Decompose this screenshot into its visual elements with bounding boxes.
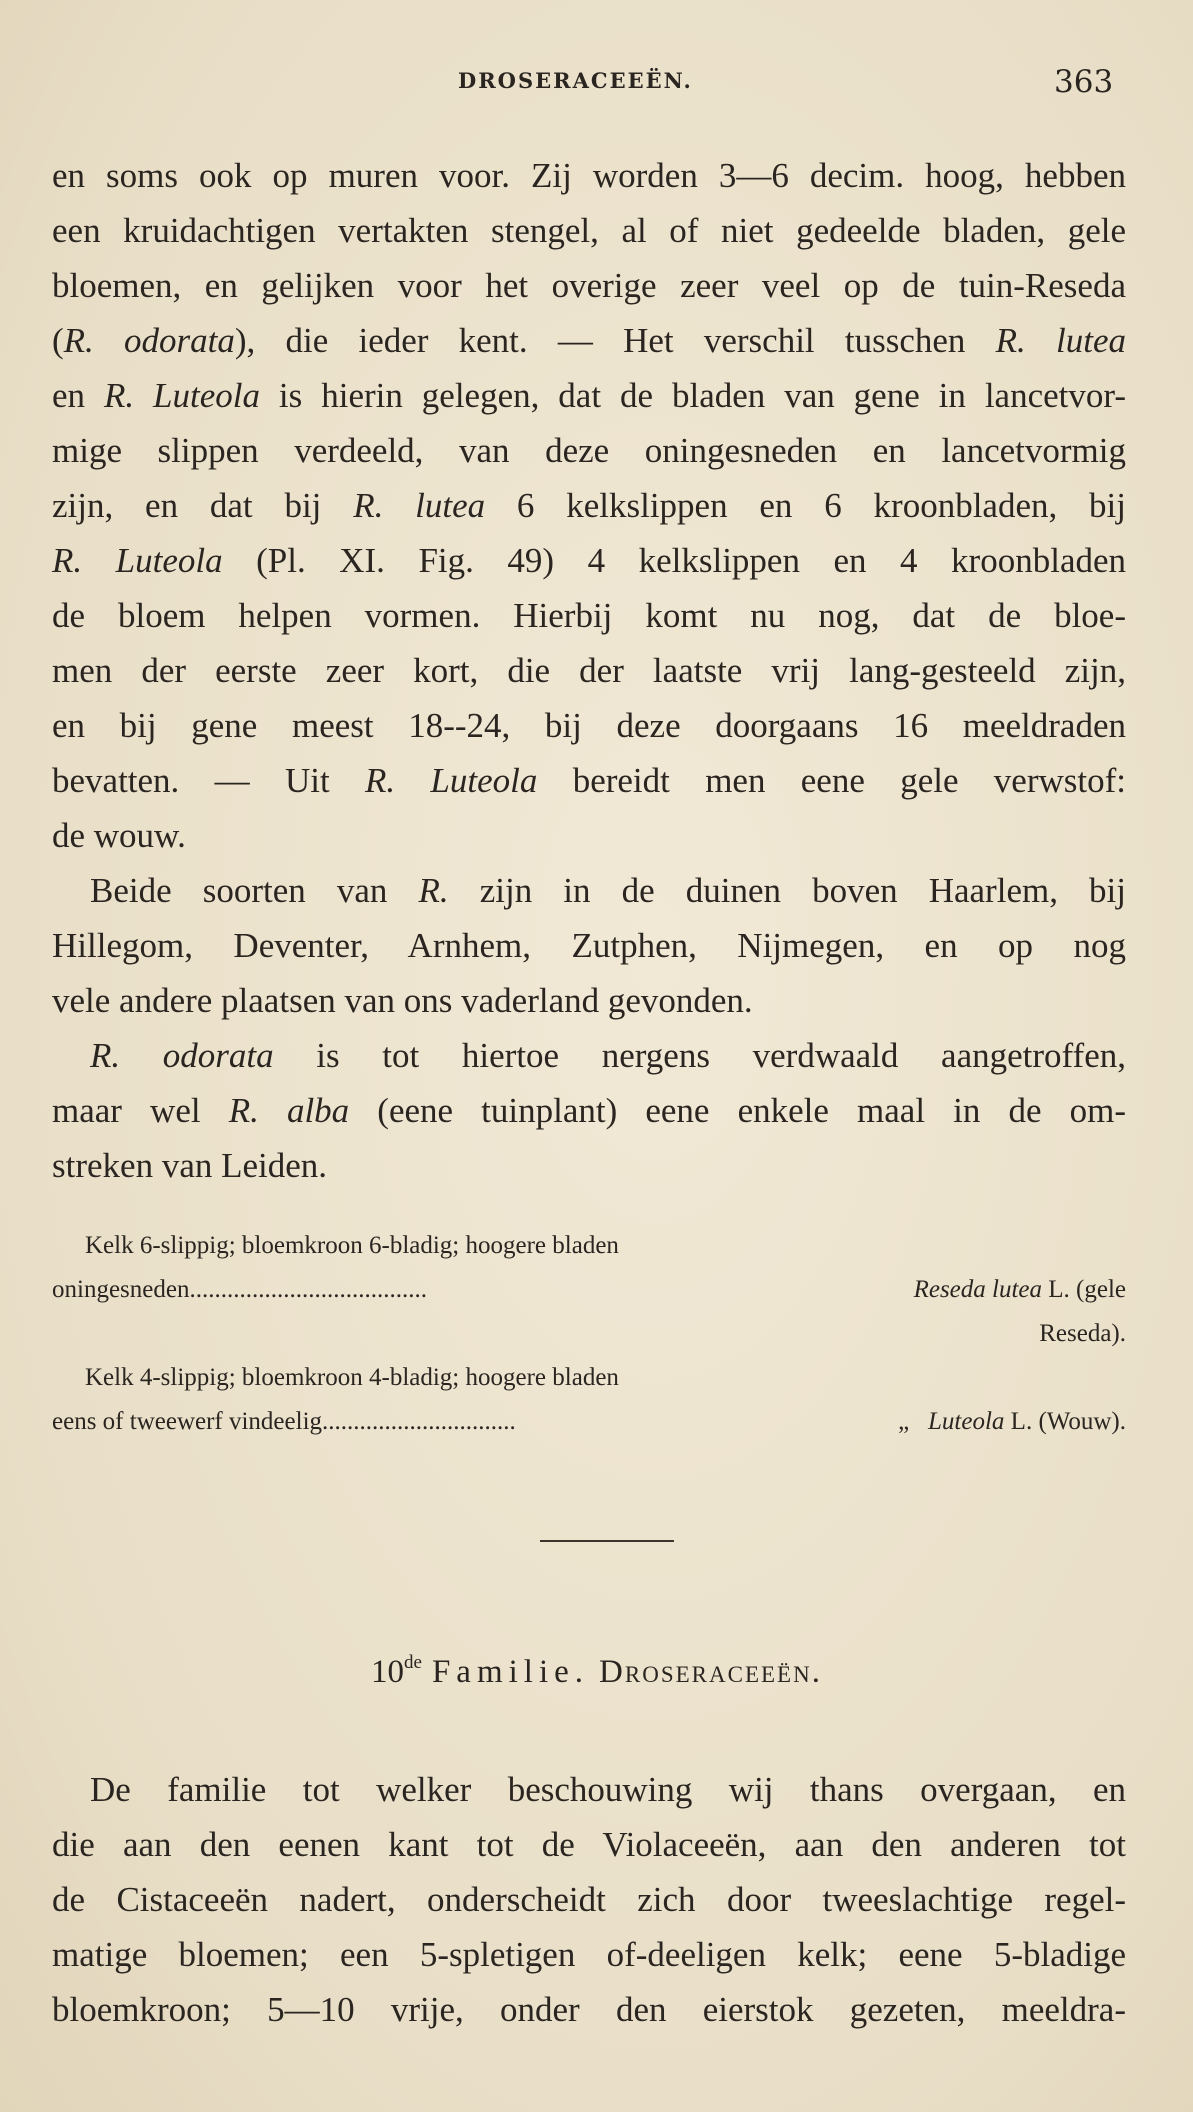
text-line: en soms ook op muren voor. Zij worden 3—6 decim. hoog, hebben xyxy=(52,156,1126,195)
family-heading: 10de Familie. Droseraceeën. xyxy=(371,1652,822,1690)
text-line: de bloem helpen vormen. Hierbij komt nu nog, dat de bloe- xyxy=(52,596,1126,635)
text-line: en bij gene meest 18--24, bij deze doorgaans 16 meeldraden xyxy=(52,706,1126,745)
key-result-1-taxon: Reseda lutea xyxy=(913,1276,1043,1303)
key-lead-1: Kelk 6-slippig; bloemkroon 6-bladig; hoogere bladen xyxy=(85,1232,619,1259)
text-line: bloemkroon; 5—10 vrije, onder den eierstok gezeten, meeldra- xyxy=(52,1990,1126,2029)
text-line: men der eerste zeer kort, die der laatste vrij lang-gesteeld zijn, xyxy=(52,651,1126,690)
key-lead-2-cont: eens of tweewerf vindeelig............................... „ Luteola L. (Wouw). xyxy=(52,1408,1126,1435)
paragraph-reseda-description xyxy=(52,148,1126,1193)
text-line: bloemen, en gelijken voor het overige zeer veel op de tuin-Reseda xyxy=(52,266,1126,305)
text-line: maar wel R. alba (eene tuinplant) eene enkele maal in de om- xyxy=(52,1091,1127,1130)
text-line: (R. odorata), die ieder kent. — Het verschil tusschen R. lutea xyxy=(52,321,1126,360)
text-line: streken van Leiden. xyxy=(52,1146,328,1185)
page-number: 363 xyxy=(1054,64,1114,100)
text-line: de wouw. xyxy=(52,816,186,855)
key-lead-1-cont: oningesneden...................................... Reseda lutea L. (gele xyxy=(52,1276,1126,1303)
key-lead-2: Kelk 4-slippig; bloemkroon 4-bladig; hoogere bladen xyxy=(85,1364,619,1391)
text-line: R. Luteola (Pl. XI. Fig. 49) 4 kelkslippen en 4 kroonbladen xyxy=(52,541,1127,580)
text-line: vele andere plaatsen van ons vaderland gevonden. xyxy=(52,981,753,1020)
text-line: mige slippen verdeeld, van deze oningesneden en lancetvormig xyxy=(52,431,1126,470)
text-line: Hillegom, Deventer, Arnhem, Zutphen, Nijmegen, en op nog xyxy=(52,926,1126,965)
text-line: bevatten. — Uit R. Luteola bereidt men eene gele verwstof: xyxy=(52,761,1126,800)
section-divider xyxy=(540,1540,674,1542)
text-line: matige bloemen; een 5-spletigen of-deeligen kelk; eene 5-bladige xyxy=(52,1935,1126,1974)
text-line: die aan den eenen kant tot de Violaceeën, aan den anderen tot xyxy=(52,1825,1126,1864)
text-line: R. odorata is tot hiertoe nergens verdwaald aangetroffen, xyxy=(90,1036,1126,1075)
text-line: zijn, en dat bij R. lutea 6 kelkslippen en 6 kroonbladen, bij xyxy=(52,486,1126,525)
paragraph-droseraceae-intro xyxy=(52,1762,1126,2037)
key-result-1-cont: Reseda). xyxy=(1039,1320,1126,1347)
text-line: Beide soorten van R. zijn in de duinen boven Haarlem, bij xyxy=(90,871,1126,910)
text-line: een kruidachtigen vertakten stengel, al of niet gedeelde bladen, gele xyxy=(52,211,1126,250)
page-header xyxy=(0,64,1193,114)
identification-key xyxy=(52,1224,1126,1444)
running-head: DROSERACEEËN. xyxy=(458,68,693,93)
text-line: en R. Luteola is hierin gelegen, dat de bladen van gene in lancetvor- xyxy=(52,376,1127,415)
key-result-2-taxon: Luteola xyxy=(928,1408,1005,1435)
text-line: de Cistaceeën nadert, onderscheidt zich door tweeslachtige regel- xyxy=(52,1880,1126,1919)
text-line: De familie tot welker beschouwing wij thans overgaan, en xyxy=(90,1770,1126,1809)
